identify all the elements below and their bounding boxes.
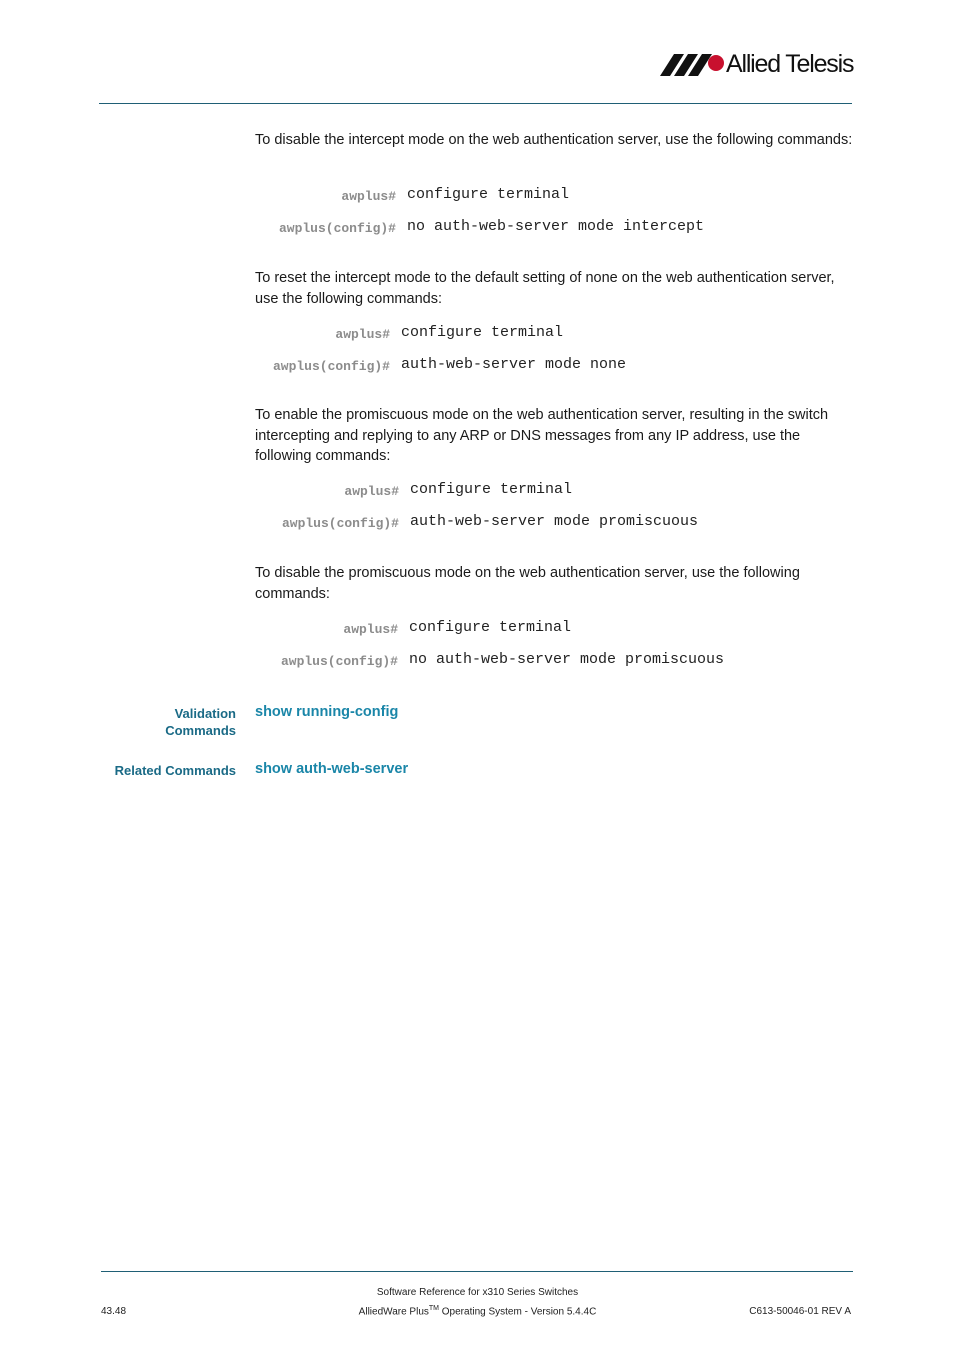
validation-heading-line2: Commands [165,723,236,738]
command-prompt: awplus(config)# [281,516,399,531]
footer-product-line [300,1305,655,1317]
section-4-intro: To disable the promiscuous mode on the web authentication server, use the following commands: [255,565,800,602]
command-text: no auth-web-server mode promiscuous [409,651,725,668]
footer-title: Software Reference for x310 Series Switches [376,1287,579,1298]
section-3-intro: To enable the promiscuous mode on the web authentication server, resulting in the switch intercepting and replying to any ARP or DNS messages from any IP address, use the following commands: [255,407,829,465]
brand-name: Allied Telesis [726,50,854,78]
document-code: C613-50046-01 REV A [749,1306,851,1317]
command-line [0,324,954,344]
command-line [0,186,954,206]
section-2-intro: To reset the intercept mode to the default setting of none on the web authentication server, use the following commands: [255,270,835,307]
command-prompt: awplus# [344,484,399,499]
command-text: configure terminal [401,324,564,341]
command-text: auth-web-server mode none [401,356,627,373]
header-divider [99,103,852,104]
footer-divider [101,1271,853,1272]
section-1-intro: To disable the intercept mode on the web authentication server, use the following commands: [255,132,853,148]
command-text: configure terminal [407,186,570,203]
command-prompt: awplus# [343,622,398,637]
command-line [0,619,954,639]
command-prompt: awplus(config)# [280,654,398,669]
command-text: no auth-web-server mode intercept [407,218,705,235]
page-number: 43.48 [101,1306,127,1317]
command-line [0,481,954,501]
command-prompt: awplus(config)# [278,221,396,236]
command-line [0,513,954,533]
show-auth-web-server-link[interactable]: show auth-web-server [255,761,409,777]
allied-telesis-logo [660,50,855,80]
validation-heading-line1: Validation [174,706,236,721]
command-prompt: awplus(config)# [272,359,390,374]
footer-os-version: Operating System - Version 5.4.4C [441,1306,597,1318]
footer-product: AlliedWare Plus [358,1306,429,1318]
allied-telesis-logo-mark-icon [660,54,724,76]
command-prompt: awplus# [335,327,390,342]
command-prompt: awplus# [341,189,396,204]
related-commands-heading: Related Commands [114,763,236,778]
command-text: configure terminal [410,481,573,498]
command-line [0,651,954,671]
command-line [0,218,954,238]
command-text: auth-web-server mode promiscuous [410,513,699,530]
trademark-mark: TM [428,1305,439,1312]
command-line [0,356,954,376]
show-running-config-link[interactable]: show running-config [255,704,399,720]
validation-commands-heading [165,705,236,739]
command-text: configure terminal [409,619,572,636]
